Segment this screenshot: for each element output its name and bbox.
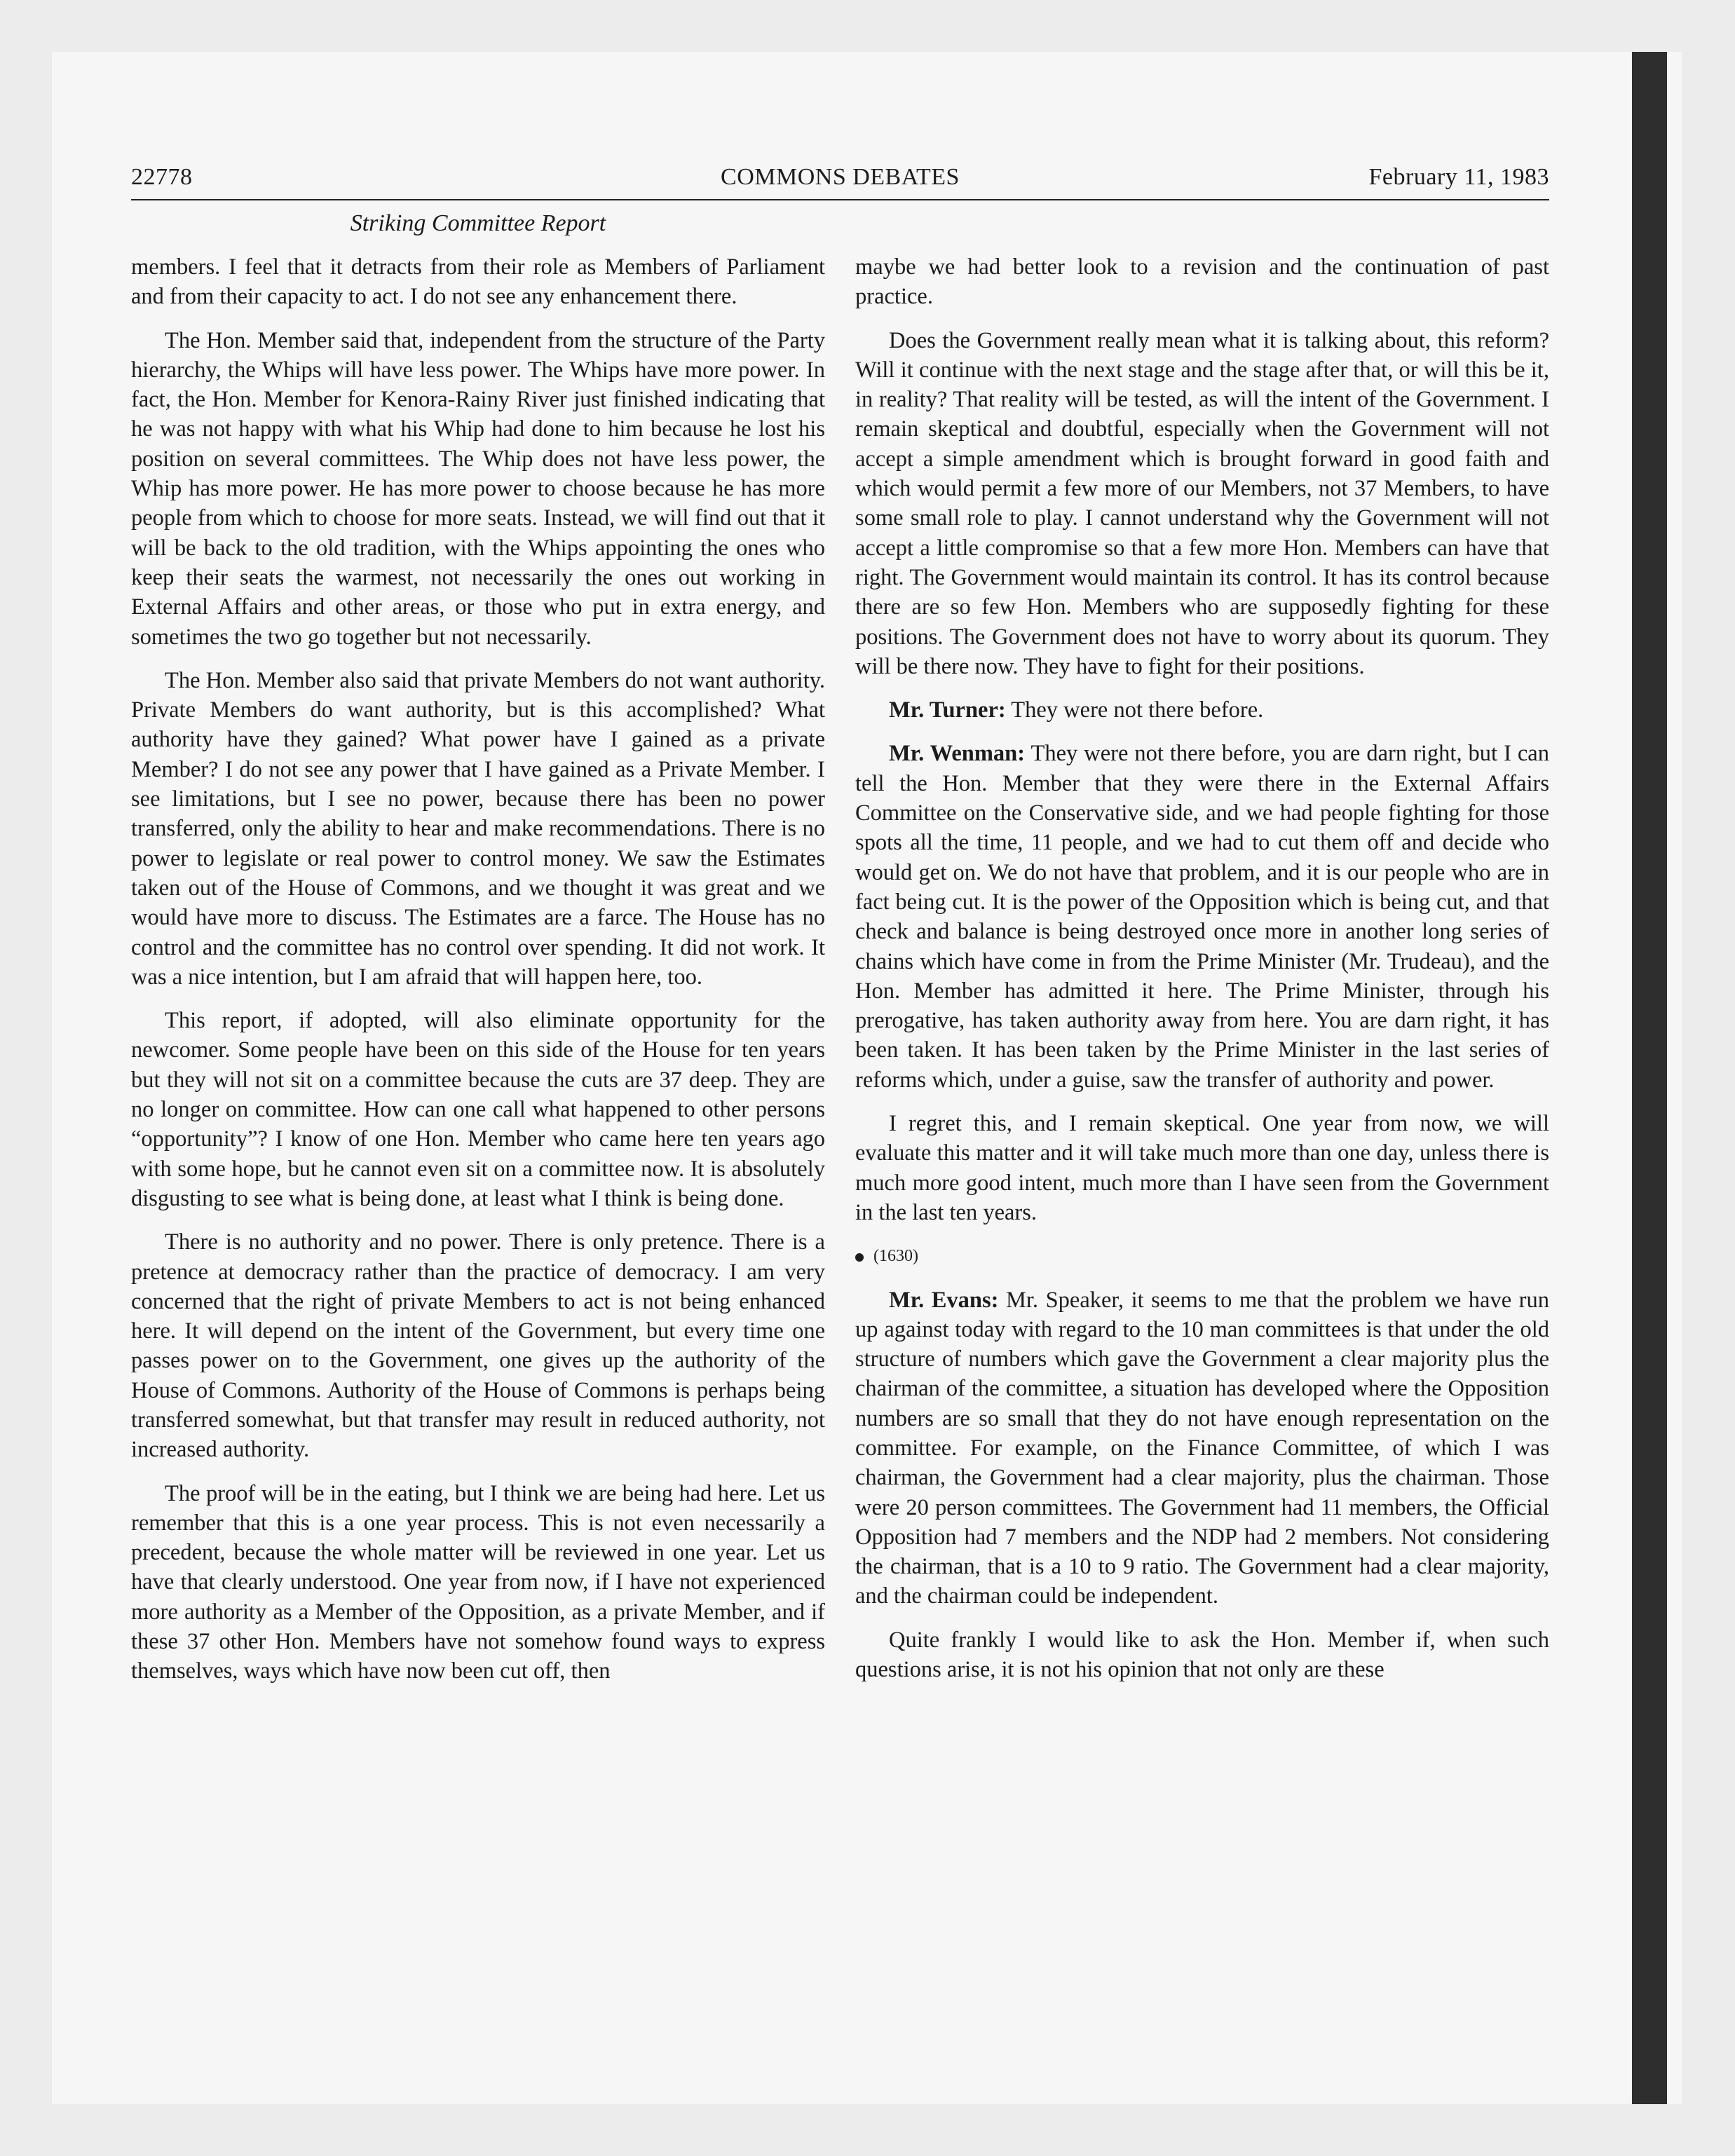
- paragraph: The proof will be in the eating, but I think we are being had here. Let us remember that this is a one year process. This is not even necessarily a precedent, because the whole matter will be reviewed in one year. Let us have that clearly understood. One year from now, if I have not experienced more authority as a Member of the Opposition, as a private Member, and if these 37 other Hon. Members have not somehow found ways to express themselves, ways which have now been cut off, then: [131, 1480, 825, 1684]
- time-marker: [855, 1241, 1549, 1271]
- paragraph: I regret this, and I remain skeptical. One year from now, we will evaluate this matter and it will take much more than one day, unless there is much more good intent, much more than I have seen from the Government in the last ten years.: [855, 1111, 1549, 1225]
- speaker-name: Mr. Turner:: [889, 697, 1006, 723]
- paragraph: members. I feel that it detracts from their role as Members of Parliament and from their capacity to act. I do not see any enhancement there.: [131, 254, 825, 310]
- paragraph: Does the Government really mean what it is talking about, this reform? Will it continue with the next stage and the stage after that, or will this be it, in reality? That reality will be tested, as will the intent of the Government. I remain skeptical and doubtful, especially when the Government will not accept a simple amendment which is brought forward in good faith and which would permit a few more of our Members, not 37 Members, to have some small role to play. I cannot understand why the Government will not accept a little compromise so that a few more Hon. Members can have that right. The Government would maintain its control. It has its control because there are so few Hon. Members who are supposedly fighting for these positions. The Government does not have to worry about its quorum. They will be there now. They have to fight for their positions.: [855, 327, 1549, 679]
- paragraph: maybe we had better look to a revision and the continuation of past practice.: [855, 254, 1549, 310]
- page-edge-shadow: [1632, 52, 1667, 2104]
- paragraph: The Hon. Member said that, independent from the structure of the Party hierarchy, the Whips will have less power. The Whips have more power. In fact, the Hon. Member for Kenora-Rainy River just finished indicating that he was not happy with what his Whip had done to him because he lost his position on several committees. The Whip does not have less power, the Whip has more power. He has more power to choose because he has more people from which to choose for more seats. Instead, we will find out that it will be back to the old tradition, with the Whips appointing the ones who keep their seats the warmest, not necessarily the ones out working in External Affairs and other areas, or those who put in extra energy, and sometimes the two go together but not necessarily.: [131, 327, 825, 650]
- publication-title: COMMONS DEBATES: [721, 164, 960, 190]
- page-number: 22778: [131, 164, 193, 190]
- speaker-name: Mr. Evans:: [889, 1287, 999, 1313]
- time-marker-text: (1630): [873, 1247, 918, 1266]
- left-column: [131, 252, 825, 1700]
- section-title: Striking Committee Report: [350, 210, 606, 236]
- speech-wenman: [855, 739, 1549, 1095]
- speaker-name: Mr. Wenman:: [889, 741, 1026, 767]
- page-date: February 11, 1983: [1368, 164, 1549, 190]
- page-header: [131, 160, 1549, 200]
- bullet-icon: [855, 1253, 864, 1262]
- paragraph: There is no authority and no power. There is only pretence. There is a pretence at democracy rather than the practice of democracy. I am very concerned that the right of private Members to act is not being enhanced here. It will depend on the intent of the Government, but every time one passes power on to the Government, one gives up the authority of the House of Commons. Authority of the House of Commons is perhaps being transferred somewhat, but that transfer may result in reduced authority, not increased authority.: [131, 1229, 825, 1463]
- right-column: [855, 252, 1549, 1698]
- speech-text: They were not there before.: [1005, 697, 1264, 723]
- paragraph: Quite frankly I would like to ask the Hon. Member if, when such questions arise, it is not his opinion that not only are these: [855, 1627, 1549, 1683]
- speech-evans: [855, 1285, 1549, 1611]
- paragraph: The Hon. Member also said that private Members do not want authority. Private Members do want authority, but is this accomplished? What authority have they gained? What power have I gained as a private Member? I do not see any power that I have gained as a Private Member. I see limitations, but I see no power, because there has been no power transferred, only the ability to hear and make recommendations. There is no power to legislate or real power to control money. We saw the Estimates taken out of the House of Commons, and we thought it was great and we would have more to discuss. The Estimates are a farce. The House has no control and the committee has no control over spending. It did not work. It was a nice intention, but I am afraid that will happen here, too.: [131, 667, 825, 990]
- speech-turner: [855, 695, 1549, 725]
- speech-text: They were not there before, you are darn right, but I can tell the Hon. Member that they were there in the External Affairs Committee on the Conservative side, and we had people fighting for those spots all the time, 11 people, and we had to cut them off and decide who would get on. We do not have that problem, and it is our people who are in fact being cut. It is the power of the Opposition which is being cut, and that check and balance is being destroyed once more in another long series of chains which have come in from the Prime Minister (Mr. Trudeau), and the Hon. Member has admitted it here. The Prime Minister, through his prerogative, has taken authority away from here. You are darn right, it has been taken. It has been taken by the Prime Minister in the last series of reforms which, under a guise, saw the transfer of authority and power.: [855, 741, 1549, 1093]
- paragraph: This report, if adopted, will also eliminate opportunity for the newcomer. Some people have been on this side of the House for ten years but they will not sit on a committee because the cuts are 37 deep. They are no longer on committee. How can one call what happened to other persons “opportunity”? I know of one Hon. Member who came here ten years ago with some hope, but he cannot even sit on a committee now. It is absolutely disgusting to see what is being done, at least what I think is being done.: [131, 1008, 825, 1211]
- speech-text: Mr. Speaker, it seems to me that the problem we have run up against today with regard to the 10 man committees is that under the old structure of numbers which gave the Government a clear majority plus the chairman of the committee, a situation has developed where the Opposition numbers are so small that they do not have enough representation on the committee. For example, on the Finance Committee, of which I was chairman, the Government had a clear majority, plus the chairman. Those were 20 person committees. The Government had 11 members, the Official Opposition had 7 members and the NDP had 2 members. Not considering the chairman, that is a 10 to 9 ratio. The Government had a clear majority, and the chairman could be independent.: [855, 1287, 1549, 1609]
